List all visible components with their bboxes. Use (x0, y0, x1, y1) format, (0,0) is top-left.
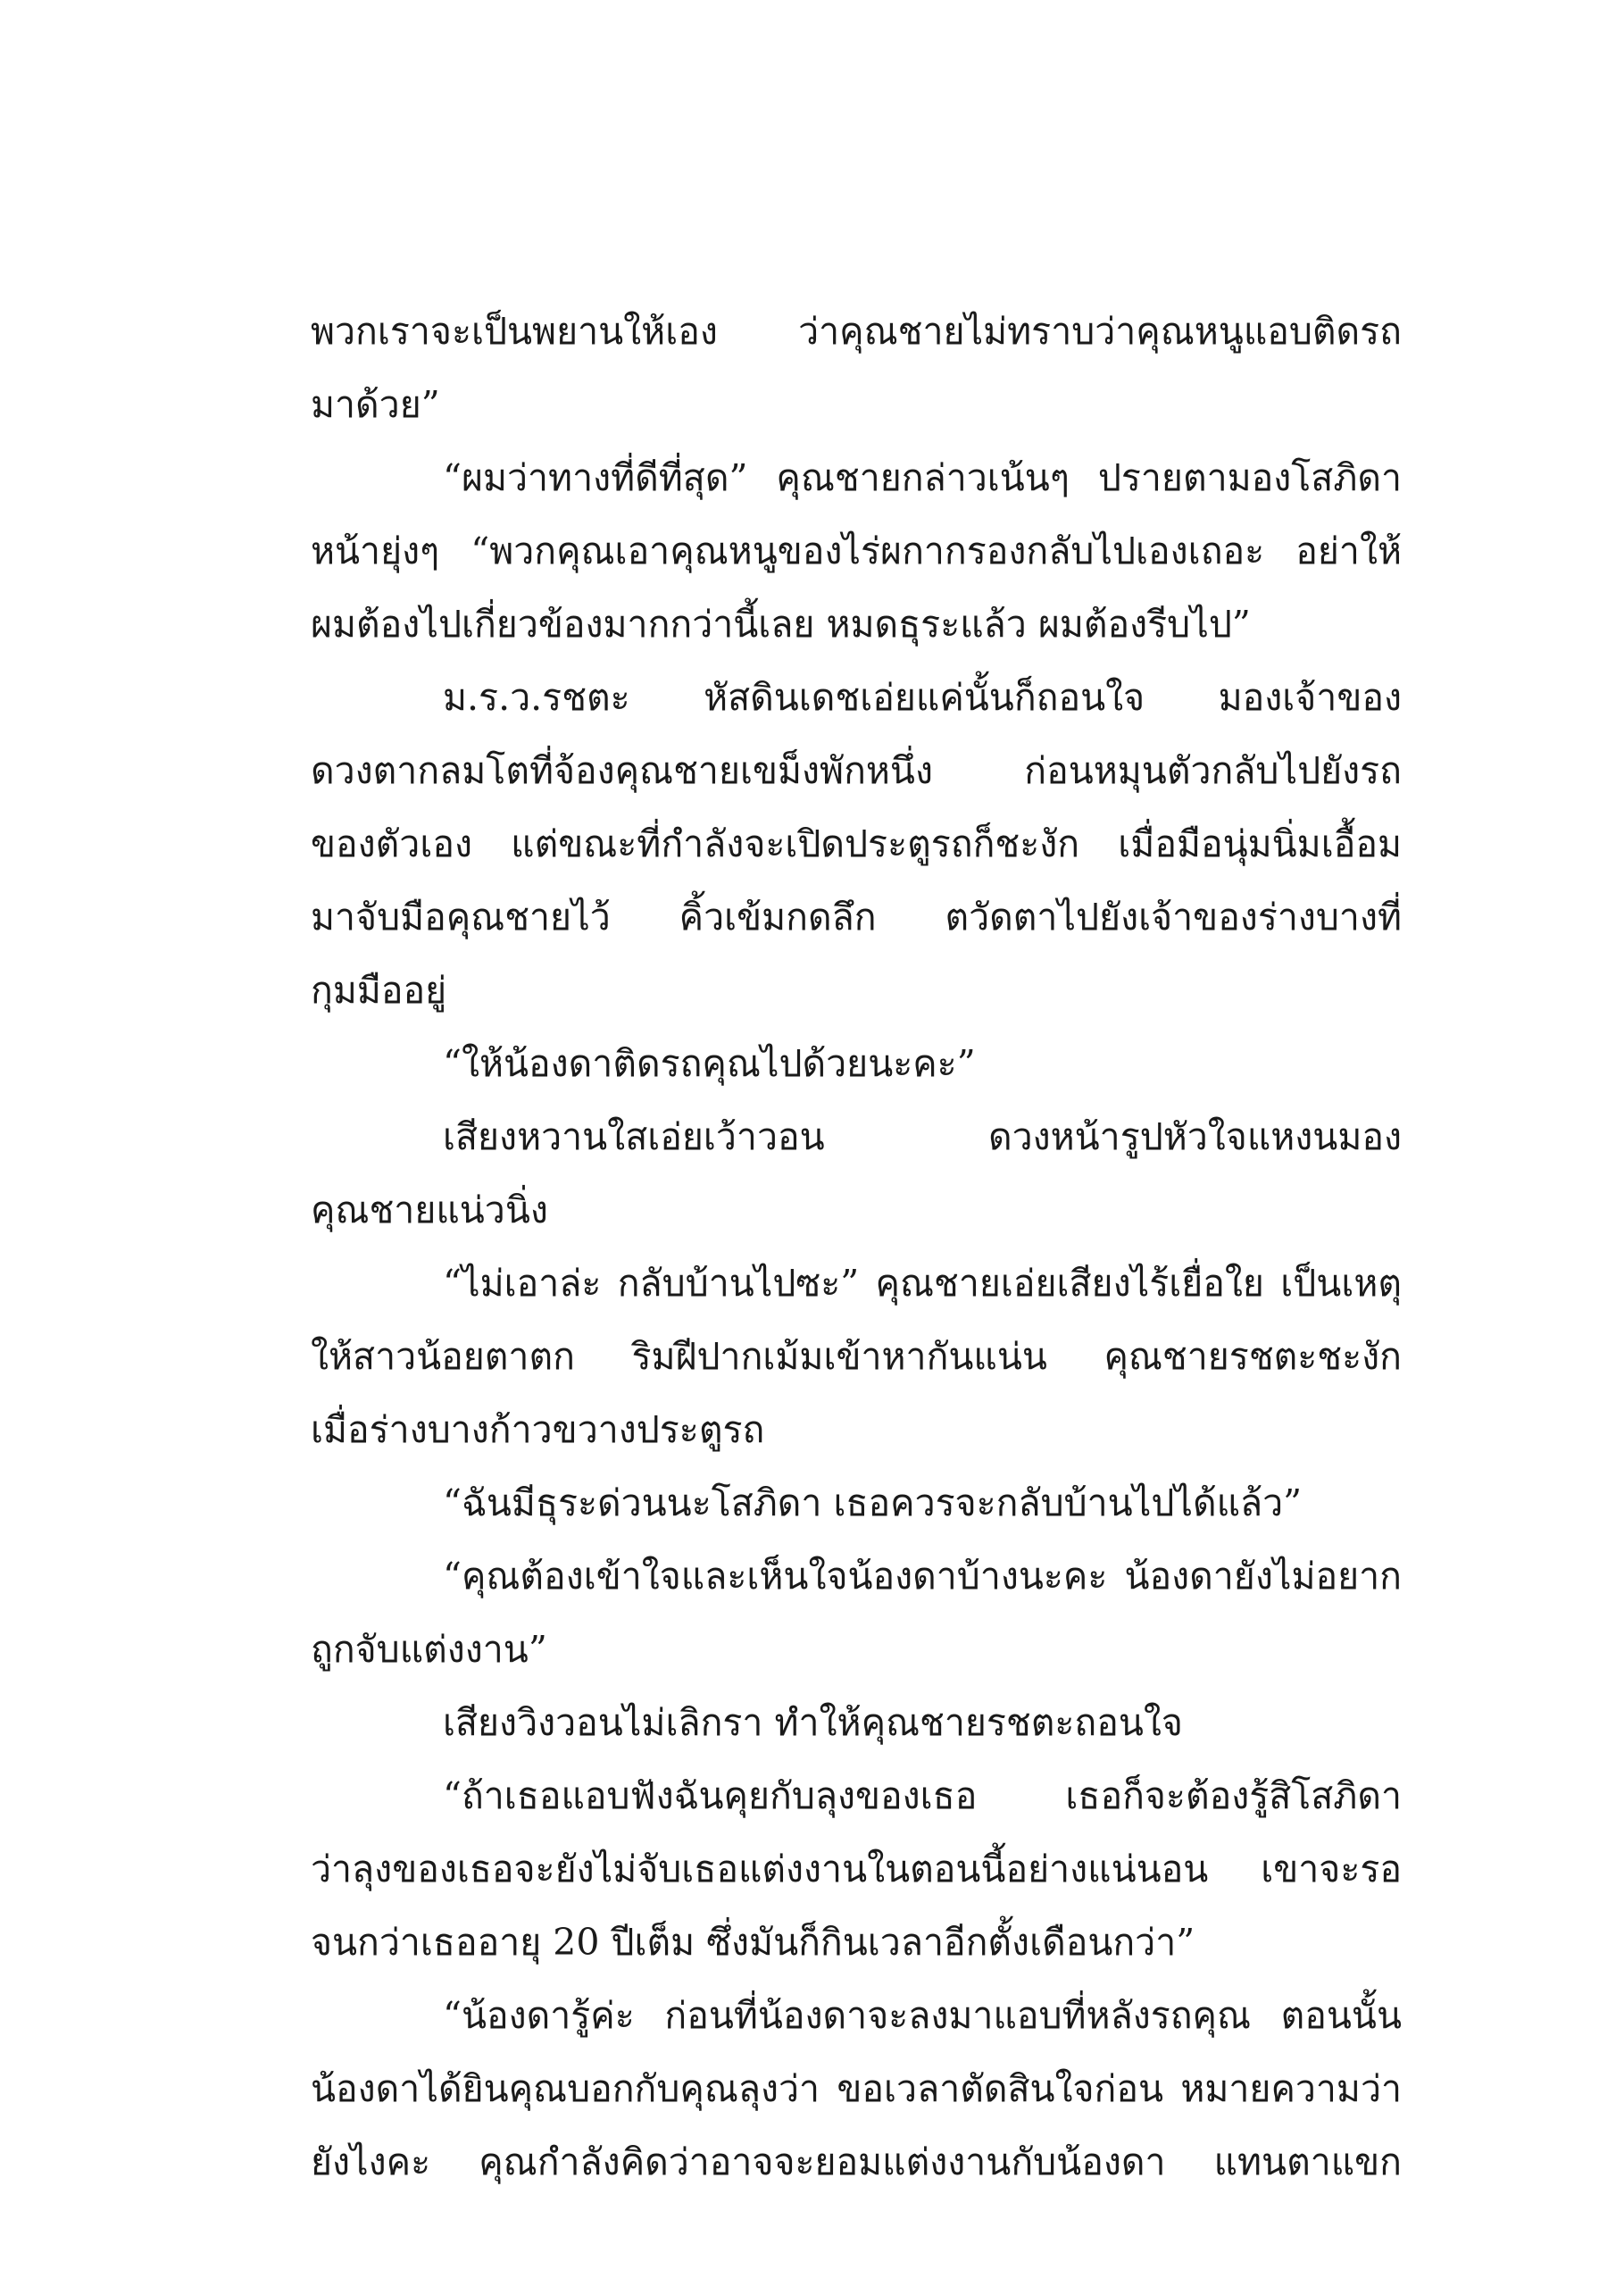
text-line: กุมมืออยู่ (311, 969, 447, 1012)
text-line: ม.ร.ว.รชตะ หัสดินเดชเอ่ยแค่นั้นก็ถอนใจ มองเจ้าของ (443, 676, 1402, 719)
text-line: “ให้น้องดาติดรถคุณไปด้วยนะคะ” (443, 1042, 976, 1085)
text-line: เสียงวิงวอนไม่เลิกรา ทำให้คุณชายรชตะถอนใจ (443, 1701, 1183, 1744)
text-line: “น้องดารู้ค่ะ ก่อนที่น้องดาจะลงมาแอบที่หลังรถคุณ ตอนนั้น (443, 1994, 1402, 2037)
text-line: ดวงตากลมโตที่จ้องคุณชายเขม็งพักหนึ่ง ก่อนหมุนตัวกลับไปยังรถ (311, 749, 1402, 792)
text-line: มาจับมือคุณชายไว้ คิ้วเข้มกดลึก ตวัดตาไปยังเจ้าของร่างบางที่ (311, 896, 1402, 939)
text-line: ผมต้องไปเกี่ยวข้องมากกว่านี้เลย หมดธุระแล้ว ผมต้องรีบไป” (311, 603, 1251, 646)
text-line: ว่าลุงของเธอจะยังไม่จับเธอแต่งงานในตอนนี้อย่างแน่นอน เขาจะรอ (311, 1848, 1402, 1890)
text-line: ให้สาวน้อยตาตก ริมฝีปากเม้มเข้าหากันแน่น คุณชายรชตะชะงัก (311, 1335, 1402, 1378)
text-line: ถูกจับแต่งงาน” (311, 1628, 547, 1671)
text-line: น้องดาได้ยินคุณบอกกับคุณลุงว่า ขอเวลาตัดสินใจก่อน หมายความว่า (311, 2067, 1402, 2110)
body-text (311, 295, 1402, 2199)
text-line: เมื่อร่างบางก้าวขวางประตูรถ (311, 1408, 765, 1451)
text-line: พวกเราจะเป็นพยานให้เอง ว่าคุณชายไม่ทราบว่าคุณหนูแอบติดรถ (311, 310, 1402, 353)
text-line: ยังไงคะ คุณกำลังคิดว่าอาจจะยอมแต่งงานกับน้องดา แทนตาแขก (311, 2140, 1402, 2183)
text-line: จนกว่าเธออายุ 20 ปีเต็ม ซึ่งมันก็กินเวลาอีกตั้งเดือนกว่า” (311, 1921, 1195, 1964)
text-line: เสียงหวานใสเอ่ยเว้าวอน ดวงหน้ารูปหัวใจแหงนมอง (443, 1115, 1402, 1158)
text-line: มาด้วย” (311, 383, 440, 426)
text-line: “คุณต้องเข้าใจและเห็นใจน้องดาบ้างนะคะ น้องดายังไม่อยาก (443, 1555, 1402, 1598)
text-line: หน้ายุ่งๆ “พวกคุณเอาคุณหนูของไร่ผกากรองกลับไปเองเถอะ อย่าให้ (311, 530, 1402, 572)
text-line: “ฉันมีธุระด่วนนะโสภิดา เธอควรจะกลับบ้านไปได้แล้ว” (443, 1481, 1303, 1524)
text-line: “ไม่เอาล่ะ กลับบ้านไปซะ” คุณชายเอ่ยเสียงไร้เยื่อใย เป็นเหตุ (443, 1262, 1402, 1305)
text-line: “ถ้าเธอแอบฟังฉันคุยกับลุงของเธอ เธอก็จะต้องรู้สิโสภิดา (443, 1774, 1402, 1817)
text-line: คุณชายแน่วนิ่ง (311, 1189, 548, 1231)
text-line: ของตัวเอง แต่ขณะที่กำลังจะเปิดประตูรถก็ชะงัก เมื่อมือนุ่มนิ่มเอื้อม (311, 822, 1402, 865)
text-line: “ผมว่าทางที่ดีที่สุด” คุณชายกล่าวเน้นๆ ปรายตามองโสภิดา (443, 456, 1402, 499)
